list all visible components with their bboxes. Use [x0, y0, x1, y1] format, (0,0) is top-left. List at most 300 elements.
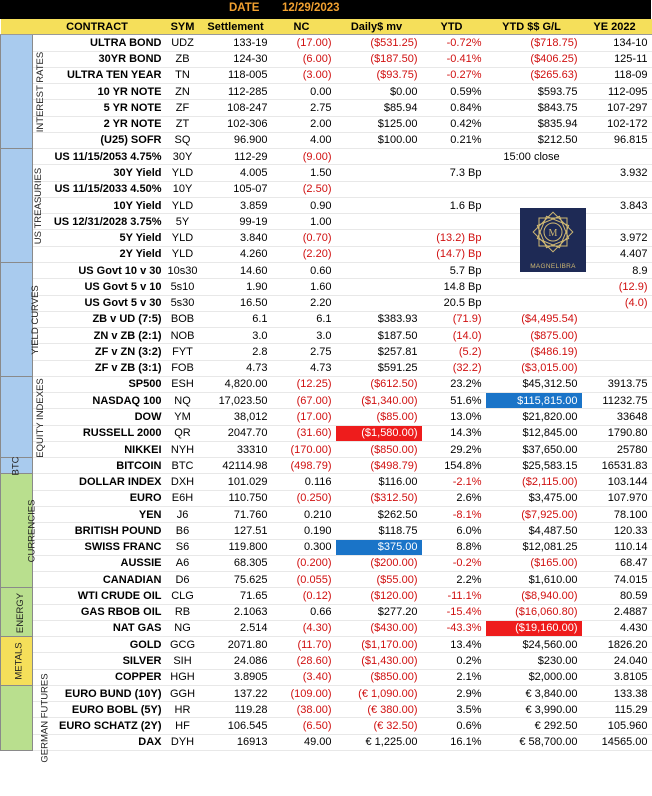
cell-nc: (3.00) [272, 67, 336, 83]
table-row [1, 637, 652, 653]
cell-contract: 5 YR NOTE [33, 100, 166, 116]
cell-ytd: 0.42% [422, 116, 486, 132]
cell-gl: ($3,015.00) [486, 360, 582, 376]
cell-ytd: 51.6% [422, 393, 486, 409]
cell-ye: 103.144 [582, 474, 652, 490]
cell-settle: 101.029 [204, 474, 272, 490]
cell-ye: 74.015 [582, 572, 652, 588]
cell-sym: S6 [166, 539, 204, 555]
cell-nc: 0.210 [272, 506, 336, 522]
cell-ye: 4.430 [582, 620, 652, 636]
cell-dmv: ($612.50) [336, 376, 422, 392]
cell-contract: (U25) SOFR [33, 132, 166, 148]
cell-gl: ($7,925.00) [486, 506, 582, 522]
cell-nc: (0.70) [272, 230, 336, 246]
cell-settle: 112-285 [204, 84, 272, 100]
cell-nc: (498.79) [272, 458, 336, 474]
cell-sym: TN [166, 67, 204, 83]
cell-settle: 124-30 [204, 51, 272, 67]
cell-sym: ZT [166, 116, 204, 132]
cell-settle: 96.900 [204, 132, 272, 148]
cell-sym: ZN [166, 84, 204, 100]
cell-contract: BRITISH POUND [33, 523, 166, 539]
cell-dmv: ($850.00) [336, 441, 422, 457]
cell-dmv [336, 246, 422, 262]
cell-ye: 1826.20 [582, 637, 652, 653]
date-label: DATE [229, 2, 260, 14]
cell-ye [582, 311, 652, 327]
cell-ytd: 2.1% [422, 669, 486, 685]
header-row [1, 19, 652, 35]
cell-nc: (109.00) [272, 685, 336, 701]
logo-text: MAGNELIBRA [530, 263, 576, 270]
cell-nc: 6.1 [272, 311, 336, 327]
cell-gl: $4,487.50 [486, 523, 582, 539]
table-row [1, 35, 652, 51]
cell-ye: 1790.80 [582, 425, 652, 441]
cell-gl: 15:00 close [486, 149, 582, 165]
cell-gl: ($265.63) [486, 67, 582, 83]
cell-settle: 3.859 [204, 197, 272, 213]
cell-contract: RUSSELL 2000 [33, 425, 166, 441]
cell-ytd: -0.41% [422, 51, 486, 67]
cell-dmv: $187.50 [336, 328, 422, 344]
cell-sym: E6H [166, 490, 204, 506]
cell-nc: 2.00 [272, 116, 336, 132]
table-row [1, 376, 652, 392]
cell-gl: ($406.25) [486, 51, 582, 67]
cell-settle: 119.28 [204, 702, 272, 718]
cell-dmv: (€ 380.00) [336, 702, 422, 718]
cell-settle: 16913 [204, 734, 272, 750]
table-row [1, 572, 652, 588]
cell-ytd: 1.6 Bp [422, 197, 486, 213]
cell-sym: SQ [166, 132, 204, 148]
date-value: 12/29/2023 [282, 2, 340, 14]
cell-gl: $45,312.50 [486, 376, 582, 392]
cell-dmv [336, 165, 422, 181]
cell-dmv: ($200.00) [336, 555, 422, 571]
cell-settle: 2.1063 [204, 604, 272, 620]
cell-ytd: 0.6% [422, 718, 486, 734]
cell-sym: NG [166, 620, 204, 636]
category-label: YIELD CURVES [29, 285, 41, 355]
cell-contract: 30Y Yield [33, 165, 166, 181]
cell-ytd: (14.0) [422, 328, 486, 344]
cell-gl: € 3,840.00 [486, 685, 582, 701]
cell-dmv: ($1,580.00) [336, 425, 422, 441]
table-row [1, 116, 652, 132]
cell-ye: 120.33 [582, 523, 652, 539]
cell-nc: 49.00 [272, 734, 336, 750]
cell-ye: 125-11 [582, 51, 652, 67]
cell-dmv: ($55.00) [336, 572, 422, 588]
cell-gl [486, 165, 582, 181]
cell-nc: 2.75 [272, 100, 336, 116]
cell-gl: ($486.19) [486, 344, 582, 360]
cell-contract: US Govt 10 v 30 [33, 262, 166, 278]
cell-sym: D6 [166, 572, 204, 588]
cell-sym: HGH [166, 669, 204, 685]
cell-sym: BOB [166, 311, 204, 327]
cell-settle: 119.800 [204, 539, 272, 555]
cell-nc: 3.0 [272, 328, 336, 344]
cell-settle: 33310 [204, 441, 272, 457]
cell-ytd: 2.2% [422, 572, 486, 588]
category-cell [1, 673, 51, 764]
header-7: YE 2022 [582, 19, 652, 35]
table-row [1, 555, 652, 571]
category-label: GERMAN FUTURES [39, 673, 51, 764]
cell-settle: 1.90 [204, 279, 272, 295]
cell-contract: 5Y Yield [33, 230, 166, 246]
cell-dmv: ($1,430.00) [336, 653, 422, 669]
table-row [1, 474, 652, 490]
cell-settle: 133-19 [204, 35, 272, 51]
cell-dmv: $257.81 [336, 344, 422, 360]
cell-sym: 5s10 [166, 279, 204, 295]
cell-ye: 11232.75 [582, 393, 652, 409]
table-row [1, 344, 652, 360]
cell-dmv: ($1,170.00) [336, 637, 422, 653]
cell-ye [582, 149, 652, 165]
cell-dmv [336, 230, 422, 246]
cell-contract: ZB v UD (7:5) [33, 311, 166, 327]
cell-contract: 2 YR NOTE [33, 116, 166, 132]
cell-nc: 1.00 [272, 214, 336, 230]
cell-ye [582, 344, 652, 360]
cell-settle: 6.1 [204, 311, 272, 327]
cell-ye: 80.59 [582, 588, 652, 604]
cell-ye: 115.29 [582, 702, 652, 718]
table-row [1, 620, 652, 636]
cell-dmv: (€ 1,090.00) [336, 685, 422, 701]
cell-contract: ULTRA TEN YEAR [33, 67, 166, 83]
cell-ye: 3.843 [582, 197, 652, 213]
cell-gl: $37,650.00 [486, 441, 582, 457]
cell-sym: 30Y [166, 149, 204, 165]
cell-settle: 4.73 [204, 360, 272, 376]
cell-gl: $843.75 [486, 100, 582, 116]
cell-ytd: 2.9% [422, 685, 486, 701]
cell-ytd: 29.2% [422, 441, 486, 457]
cell-contract: US 12/31/2028 3.75% [33, 214, 166, 230]
cell-ytd: -15.4% [422, 604, 486, 620]
table-row [1, 425, 652, 441]
cell-settle: 16.50 [204, 295, 272, 311]
cell-dmv: $118.75 [336, 523, 422, 539]
table-row [1, 360, 652, 376]
cell-gl: $21,820.00 [486, 409, 582, 425]
header-blank [1, 19, 33, 35]
cell-settle: 3.0 [204, 328, 272, 344]
magnelibra-logo [520, 208, 586, 272]
cell-gl [486, 295, 582, 311]
cell-settle: 108-247 [204, 100, 272, 116]
cell-gl: ($718.75) [486, 35, 582, 51]
cell-sym: GGH [166, 685, 204, 701]
cell-dmv: $125.00 [336, 116, 422, 132]
table-row [1, 523, 652, 539]
table-row [1, 702, 652, 718]
cell-settle: 4.005 [204, 165, 272, 181]
cell-dmv: (€ 32.50) [336, 718, 422, 734]
cell-ye: 16531.83 [582, 458, 652, 474]
cell-dmv: ($312.50) [336, 490, 422, 506]
cell-settle: 2047.70 [204, 425, 272, 441]
cell-ytd: 0.59% [422, 84, 486, 100]
header-5: YTD [422, 19, 486, 35]
cell-ytd: -0.72% [422, 35, 486, 51]
table-row [1, 409, 652, 425]
cell-ytd [422, 214, 486, 230]
cell-contract: SWISS FRANC [33, 539, 166, 555]
cell-ytd: (32.2) [422, 360, 486, 376]
cell-contract: DOW [33, 409, 166, 425]
cell-ytd: -43.3% [422, 620, 486, 636]
cell-gl: $593.75 [486, 84, 582, 100]
cell-ye: 118-09 [582, 67, 652, 83]
table-row [1, 685, 652, 701]
cell-ye: 107.970 [582, 490, 652, 506]
cell-settle: 106.545 [204, 718, 272, 734]
cell-contract: YEN [33, 506, 166, 522]
cell-dmv: ($93.75) [336, 67, 422, 83]
table-row [1, 458, 652, 474]
cell-contract: US 11/15/2033 4.50% [33, 181, 166, 197]
cell-settle: 75.625 [204, 572, 272, 588]
cell-sym: YLD [166, 197, 204, 213]
cell-settle: 127.51 [204, 523, 272, 539]
cell-contract: EURO [33, 490, 166, 506]
cell-ytd: 13.0% [422, 409, 486, 425]
table-row [1, 149, 652, 165]
cell-dmv: ($430.00) [336, 620, 422, 636]
cell-nc: 4.00 [272, 132, 336, 148]
cell-ytd: (5.2) [422, 344, 486, 360]
cell-ye: 24.040 [582, 653, 652, 669]
cell-sym: YLD [166, 246, 204, 262]
table-row [1, 588, 652, 604]
cell-ye: 96.815 [582, 132, 652, 148]
cell-sym: UDZ [166, 35, 204, 51]
cell-sym: YLD [166, 230, 204, 246]
cell-sym: SIH [166, 653, 204, 669]
category-cell [1, 474, 38, 588]
table-row [1, 490, 652, 506]
cell-ye: 133.38 [582, 685, 652, 701]
cell-sym: CLG [166, 588, 204, 604]
cell-nc: 0.60 [272, 262, 336, 278]
cell-ye: 134-10 [582, 35, 652, 51]
cell-settle: 42114.98 [204, 458, 272, 474]
cell-contract: 30YR BOND [33, 51, 166, 67]
cell-ye: 3.8105 [582, 669, 652, 685]
header-1: SYM [166, 19, 204, 35]
cell-ytd: -2.1% [422, 474, 486, 490]
cell-contract: DAX [33, 734, 166, 750]
cell-sym: HR [166, 702, 204, 718]
cell-contract: DOLLAR INDEX [33, 474, 166, 490]
cell-sym: YLD [166, 165, 204, 181]
table-row [1, 653, 652, 669]
category-label: CURRENCIES [26, 499, 38, 563]
cell-nc: (31.60) [272, 425, 336, 441]
cell-gl: $12,845.00 [486, 425, 582, 441]
cell-settle: 4.260 [204, 246, 272, 262]
cell-ytd: 14.8 Bp [422, 279, 486, 295]
cell-sym: ZF [166, 100, 204, 116]
cell-sym: FOB [166, 360, 204, 376]
cell-sym: NQ [166, 393, 204, 409]
cell-sym: QR [166, 425, 204, 441]
cell-ytd: 7.3 Bp [422, 165, 486, 181]
cell-ytd [422, 181, 486, 197]
cell-ytd: 154.8% [422, 458, 486, 474]
cell-gl: $212.50 [486, 132, 582, 148]
cell-ye: 107-297 [582, 100, 652, 116]
cell-sym: DYH [166, 734, 204, 750]
cell-dmv: $116.00 [336, 474, 422, 490]
cell-ytd: 20.5 Bp [422, 295, 486, 311]
cell-gl: $12,081.25 [486, 539, 582, 555]
table-row [1, 67, 652, 83]
cell-gl [486, 181, 582, 197]
cell-nc: (67.00) [272, 393, 336, 409]
cell-nc: (17.00) [272, 409, 336, 425]
cell-gl: ($165.00) [486, 555, 582, 571]
cell-nc: 0.190 [272, 523, 336, 539]
cell-nc: (38.00) [272, 702, 336, 718]
table-row [1, 718, 652, 734]
header-3: NC [272, 19, 336, 35]
cell-ye: 8.9 [582, 262, 652, 278]
cell-gl: € 58,700.00 [486, 734, 582, 750]
cell-settle: 2.8 [204, 344, 272, 360]
cell-contract: NIKKEI [33, 441, 166, 457]
cell-settle: 112-29 [204, 149, 272, 165]
cell-gl: € 3,990.00 [486, 702, 582, 718]
cell-dmv: $262.50 [336, 506, 422, 522]
cell-dmv: $383.93 [336, 311, 422, 327]
cell-gl: ($19,160.00) [486, 620, 582, 636]
cell-dmv: ($850.00) [336, 669, 422, 685]
cell-contract: NASDAQ 100 [33, 393, 166, 409]
cell-sym: ZB [166, 51, 204, 67]
cell-nc: (4.30) [272, 620, 336, 636]
cell-gl [486, 279, 582, 295]
cell-ytd: (14.7) Bp [422, 246, 486, 262]
category-label: EQUITY INDEXES [34, 377, 46, 458]
table-row [1, 311, 652, 327]
cell-contract: CANADIAN [33, 572, 166, 588]
cell-ye: 2.4887 [582, 604, 652, 620]
cell-gl: $835.94 [486, 116, 582, 132]
cell-dmv [336, 295, 422, 311]
table-row [1, 84, 652, 100]
cell-ytd: -8.1% [422, 506, 486, 522]
cell-contract: SILVER [33, 653, 166, 669]
cell-ye: (12.9) [582, 279, 652, 295]
cell-settle: 105-07 [204, 181, 272, 197]
cell-contract: ZF v ZN (3:2) [33, 344, 166, 360]
cell-contract: 2Y Yield [33, 246, 166, 262]
cell-sym: BTC [166, 458, 204, 474]
cell-dmv: € 1,225.00 [336, 734, 422, 750]
cell-settle: 68.305 [204, 555, 272, 571]
table-row [1, 441, 652, 457]
cell-ye [582, 214, 652, 230]
cell-nc: (6.50) [272, 718, 336, 734]
header-2: Settlement [204, 19, 272, 35]
cell-sym: FYT [166, 344, 204, 360]
cell-ytd: 23.2% [422, 376, 486, 392]
cell-contract: AUSSIE [33, 555, 166, 571]
cell-nc: (12.25) [272, 376, 336, 392]
cell-ytd: 6.0% [422, 523, 486, 539]
cell-ytd: 14.3% [422, 425, 486, 441]
cell-ytd: 8.8% [422, 539, 486, 555]
cell-ye: 112-095 [582, 84, 652, 100]
cell-gl: $3,475.00 [486, 490, 582, 506]
cell-ye: 3913.75 [582, 376, 652, 392]
cell-ye [582, 360, 652, 376]
cell-nc: 0.66 [272, 604, 336, 620]
cell-settle: 137.22 [204, 685, 272, 701]
category-label: US TREASURIES [33, 167, 45, 245]
cell-contract: US 11/15/2053 4.75% [33, 149, 166, 165]
cell-settle: 17,023.50 [204, 393, 272, 409]
cell-ytd: -0.27% [422, 67, 486, 83]
cell-ye: 102-172 [582, 116, 652, 132]
cell-sym: GCG [166, 637, 204, 653]
cell-nc: (0.055) [272, 572, 336, 588]
cell-dmv: ($498.79) [336, 458, 422, 474]
cell-contract: ZF v ZB (3:1) [33, 360, 166, 376]
cell-sym: 5s30 [166, 295, 204, 311]
cell-ye: 3.932 [582, 165, 652, 181]
cell-ye [582, 181, 652, 197]
cell-settle: 71.760 [204, 506, 272, 522]
cell-nc: (0.200) [272, 555, 336, 571]
table-row [1, 734, 652, 750]
category-label: METALS [13, 642, 25, 681]
cell-nc: 0.90 [272, 197, 336, 213]
header-4: Daily$ mv [336, 19, 422, 35]
cell-nc: (28.60) [272, 653, 336, 669]
cell-ytd: 0.21% [422, 132, 486, 148]
cell-settle: 4,820.00 [204, 376, 272, 392]
cell-sym: NYH [166, 441, 204, 457]
cell-dmv [336, 279, 422, 295]
cell-contract: 10 YR NOTE [33, 84, 166, 100]
table-row [1, 506, 652, 522]
cell-ye: 4.407 [582, 246, 652, 262]
cell-settle: 118-005 [204, 67, 272, 83]
cell-sym: A6 [166, 555, 204, 571]
category-cell [1, 35, 47, 149]
cell-gl: $115,815.00 [486, 393, 582, 409]
cell-ytd: 13.4% [422, 637, 486, 653]
cell-nc: (11.70) [272, 637, 336, 653]
cell-contract: ZN v ZB (2:1) [33, 328, 166, 344]
cell-dmv: $375.00 [336, 539, 422, 555]
cell-dmv [336, 262, 422, 278]
cell-ye: (4.0) [582, 295, 652, 311]
cell-gl: $1,610.00 [486, 572, 582, 588]
table-row [1, 279, 652, 295]
cell-sym: DXH [166, 474, 204, 490]
